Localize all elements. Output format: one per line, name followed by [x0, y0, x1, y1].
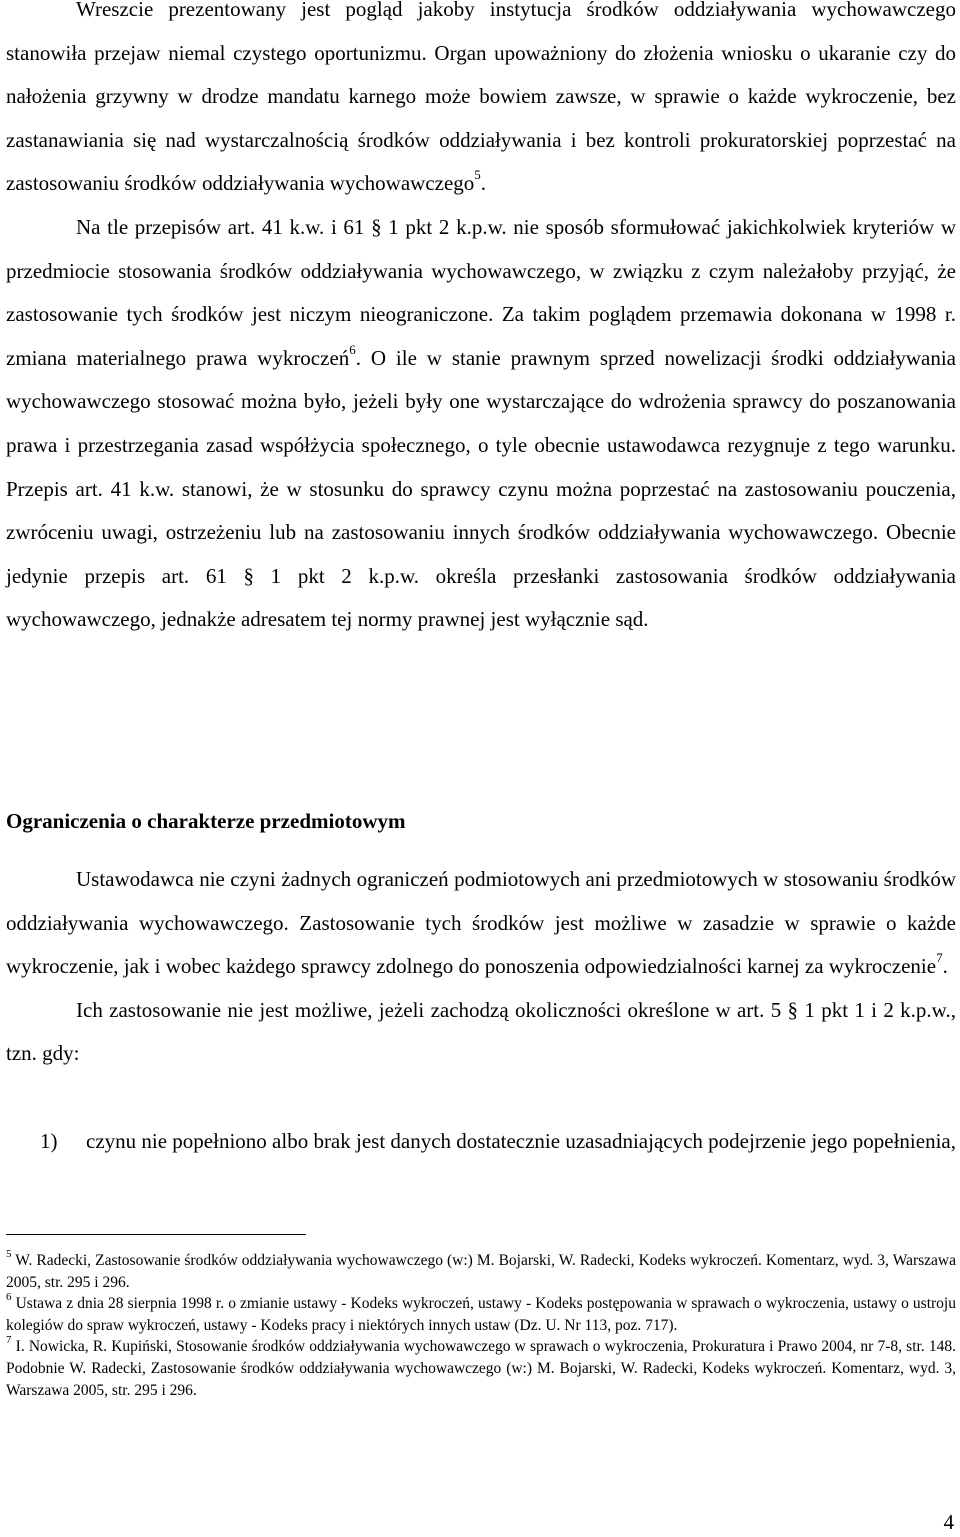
footnote-ref: 6	[349, 341, 356, 357]
paragraph-text: 1 pkt 1 i 2 k.p.w., tzn. gdy:	[6, 997, 956, 1066]
footnote	[6, 1336, 956, 1401]
paragraph-text: 1 pkt 2 k.p.w. określa przesłanki zastosowania środków oddziaływania wychowawczego, jednakże adresatem tej normy prawnej jest wyłącznie sąd.	[6, 563, 956, 632]
footnote-number: 5	[6, 1247, 12, 1260]
paragraph	[6, 206, 956, 642]
footnote	[6, 1247, 956, 1293]
list-text: czynu nie popełniono albo brak jest danych dostatecznie uzasadniających podejrzenie jego popełnienia,	[86, 1129, 956, 1153]
section-sign: §	[787, 997, 799, 1022]
paragraph-text: .	[942, 954, 948, 979]
footnote-ref: 7	[936, 950, 943, 966]
section-heading: Ograniczenia o charakterze przedmiotowym	[6, 809, 406, 833]
paragraph-text: Ich zastosowanie nie jest możliwe, jeżeli zachodzą okoliczności określone w art. 5	[76, 997, 788, 1022]
footnote	[6, 1293, 956, 1336]
paragraph	[6, 989, 956, 1076]
footnote-text: W. Radecki, Zastosowanie środków oddziaływania wychowawczego (w:) M. Bojarski, W. Radecki, Kodeks wykroczeń. Komentarz, wyd. 3, Warszawa 2005, str. 295 i 296.	[6, 1252, 956, 1291]
footnote-ref: 5	[474, 167, 481, 183]
paragraph	[6, 0, 956, 206]
footnotes	[6, 1247, 956, 1401]
paragraph	[6, 858, 956, 989]
section-sign: §	[371, 214, 382, 239]
paragraph-text: 1 pkt 2 k.p.w. nie sposób sformułować jakichkolwiek kryteriów w przedmiocie stosowania środków oddziaływania wychowawczego, w związku z czym należałoby przyjąć, że zastosowanie tych środków jest niczym nieograniczone. Za takim poglądem przemawia dokonana w 1998 r. zmiana materialnego prawa wykroczeń	[6, 214, 957, 370]
body-text-bottom	[6, 858, 956, 1076]
footnote-number: 7	[6, 1334, 12, 1347]
footnote-text: Ustawa z dnia 28 sierpnia 1998 r. o zmianie ustawy - Kodeks wykroczeń, ustawy - Kodeks postępowania w sprawach o wykroczenia, ustawy o ustroju kolegiów do spraw wykroczeń, ustawy - Kodeks pracy i niektórych innych ustaw (Dz. U. Nr 113, poz. 717).	[6, 1295, 956, 1334]
section-sign: §	[243, 563, 254, 588]
footnote-text: I. Nowicka, R. Kupiński, Stosowanie środków oddziaływania wychowawczego w sprawach o wykroczenia, Prokuratura i Prawo 2004, nr 7-8, str. 148. Podobnie W. Radecki, Zastosowanie środków oddziaływania wychowawczego (w:) M. Bojarski, W. Radecki, Kodeks wykroczeń. Komentarz, wyd. 3, Warszawa 2005, str. 295 i 296.	[6, 1338, 956, 1399]
body-text-top	[6, 0, 956, 642]
paragraph-text: .	[480, 171, 487, 196]
paragraph-text: Na tle przepisów art. 41 k.w. i 61	[76, 214, 372, 239]
paragraph-text: . O ile w stanie prawnym sprzed nowelizacji środki oddziaływania wychowawczego stosować można było, jeżeli były one wystarczające do wdrożenia sprawcy do poszanowania prawa i przestrzegania zasad współżycia społecznego, o tyle obecnie ustawodawca rezygnuje z tego warunku. Przepis art. 41 k.w. stanowi, że w stosunku do sprawcy czynu można poprzestać na zastosowaniu pouczenia, zwróceniu uwagi, ostrzeżeniu lub na zastosowaniu innych środków oddziaływania wychowawczego. Obecnie jedynie przepis art. 61	[6, 345, 956, 588]
paragraph-text: Ustawodawca nie czyni żadnych ograniczeń podmiotowych ani przedmiotowych w stosowaniu środków oddziaływania wychowawczego. Zastosowanie tych środków jest możliwe w zasadzie w sprawie o każde wykroczenie, jak i wobec każdego sprawcy zdolnego do ponoszenia odpowiedzialności karnej za wykroczenie	[6, 867, 956, 979]
footnote-separator	[6, 1234, 306, 1235]
footnote-number: 6	[6, 1291, 12, 1304]
paragraph-text: Wreszcie prezentowany jest pogląd jakoby instytucja środków oddziaływania wychowawczego stanowiła przejaw niemal czystego oportunizmu. Organ upoważniony do złożenia wniosku o ukaranie czy do nałożenia grzywny w drodze mandatu karnego może bowiem zawsze, w sprawie o każde wykroczenie, bez zastanawiania się nad wystarczalnością środków oddziaływania i bez kontroli prokuratorskiej poprzestać na zastosowaniu środków oddziaływania wychowawczego	[6, 0, 956, 196]
page-number: 4	[943, 1510, 954, 1534]
list-number: 1)	[40, 1129, 58, 1153]
